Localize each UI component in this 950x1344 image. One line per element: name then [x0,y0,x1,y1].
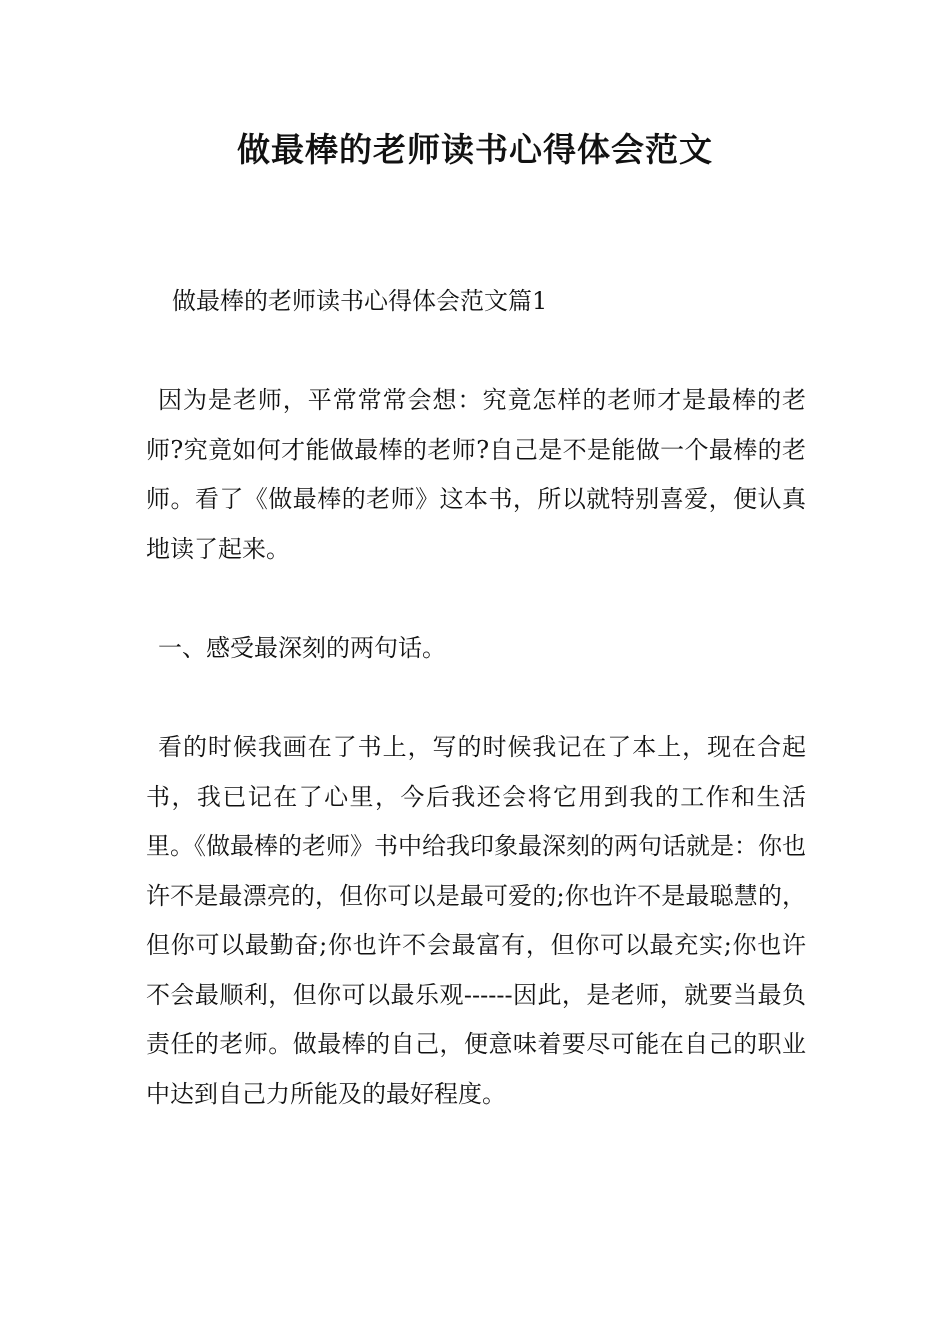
section-heading: 一、感受最深刻的两句话。 [158,634,446,662]
article-subtitle: 做最棒的老师读书心得体会范文篇1 [172,287,548,315]
paragraph-body: 看的时候我画在了书上，写的时候我记在了本上，现在合起书，我已记在了心里，今后我还会将它用到我的工作和生活里。《做最棒的老师》书中给我印象最深刻的两句话就是：你也许不是最漂亮的，但你可以是最可爱的;你也许不是最聪慧的，但你可以最勤奋;你也许不会最富有，但你可以最充实;你也许不会最顺利，但你可以最乐观------因此，是老师，就要当最负责任的老师。做最棒的自己，便意味着要尽可能在自己的职业中达到自己力所能及的最好程度。 [146,733,806,1108]
paragraph-intro: 因为是老师，平常常常会想：究竟怎样的老师才是最棒的老师?究竟如何才能做最棒的老师?自己是不是能做一个最棒的老师。看了《做最棒的老师》这本书，所以就特别喜爱，便认真地读了起来。 [146,386,806,563]
document-title: 做最棒的老师读书心得体会范文 [237,130,713,169]
